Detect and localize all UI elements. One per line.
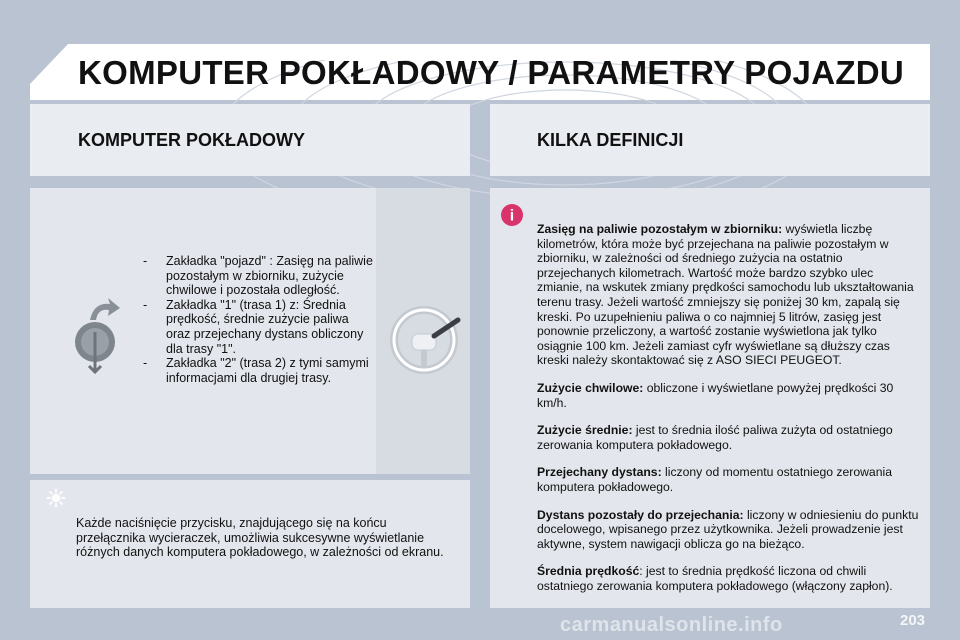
tab-description-list xyxy=(136,254,376,385)
definition-item xyxy=(537,465,919,494)
definition-item xyxy=(537,508,919,552)
watermark: carmanualsonline.info xyxy=(560,614,783,636)
list-item: - Zakładka "2" (trasa 2) z tymi samymi informacjami dla drugiej trasy. xyxy=(136,356,376,385)
definition-text: : jest to średnia prędkość liczona od chwili ostatniego zerowania komputera pokładowego (włączony zapłon). xyxy=(537,564,893,593)
definition-term: Zużycie chwilowe: xyxy=(537,380,644,395)
page-number: 203 xyxy=(900,612,926,629)
definition-item xyxy=(537,564,919,593)
info-icon xyxy=(500,203,524,227)
definition-term: Zużycie średnie: xyxy=(537,423,633,438)
definition-item xyxy=(537,381,919,410)
definition-text: obliczone i wyświetlane powyżej prędkości 30 km/h. xyxy=(537,380,894,410)
rotary-button-icon xyxy=(64,294,126,374)
definition-term: Przejechany dystans: xyxy=(537,465,662,480)
definition-text: jest to średnia ilość paliwa zużyta od ostatniego zerowania komputera pokładowego. xyxy=(537,423,893,452)
definition-term: Dystans pozostały do przejechania: xyxy=(537,507,744,522)
tip-text: Każde naciśnięcie przycisku, znajdującego się na końcu przełącznika wycieraczek, umożliwia sukcesywne wyświetlanie różnych danych komputera pokładowego, w zależności od ekranu. xyxy=(76,516,444,560)
steering-wheel-icon xyxy=(384,296,464,380)
definition-item xyxy=(537,423,919,452)
definition-term: Średnia prędkość xyxy=(537,564,640,579)
list-item: - Zakładka "1" (trasa 1) z: Średnia prędkość, średnie zużycie paliwa oraz przejechany dystans obliczony dla trasy "1". xyxy=(136,298,376,356)
page-title: KOMPUTER POKŁADOWY / PARAMETRY POJAZDU xyxy=(78,54,905,91)
definition-term: Zasięg na paliwie pozostałym w zbiorniku: xyxy=(537,222,783,236)
info-icon-glyph: i xyxy=(509,207,515,225)
tip-light-icon xyxy=(46,488,66,508)
definition-text: liczony w odniesieniu do punktu docelowego, wpisanego przez użytkownika. Jeżeli prowadzenie jest aktywne, system nawigacji oblicza go na bieżąco. xyxy=(537,507,919,551)
definition-item xyxy=(537,222,919,368)
section-title-onboard-computer: KOMPUTER POKŁADOWY xyxy=(78,130,305,150)
definition-text: wyświetla liczbę kilometrów, która może być przejechana na paliwie pozostałym w zbiorniku, w zależności od średniego zużycia na ostatnio przejechanych kilometrach. Wartość może bardzo szybko ulec zmianie, na wskutek zmiany prędkości samochodu lub ukształtowania terenu trasy. Jeżeli wartość zmniejszy się poniżej 30 km, zapalą się kreski. Po uzupełnieniu paliwa o co najmniej 5 litrów, zasięg jest ponownie przeliczony, a wartość zostanie wyświetlona jak tylko osiągnie 100 km. Jeżeli zamiast cyfr wyświetlane są dłuższy czas kreski należy skontaktować się z ASO SIECI PEUGEOT. xyxy=(537,222,914,368)
definitions-list xyxy=(537,222,919,606)
section-title-definitions: KILKA DEFINICJI xyxy=(537,130,684,150)
definition-text: liczony od momentu ostatniego zerowania komputera pokładowego. xyxy=(537,465,892,494)
list-item: - Zakładka "pojazd" : Zasięg na paliwie pozostałym w zbiorniku, zużycie chwilowe i pozostała odległość. xyxy=(136,254,376,298)
